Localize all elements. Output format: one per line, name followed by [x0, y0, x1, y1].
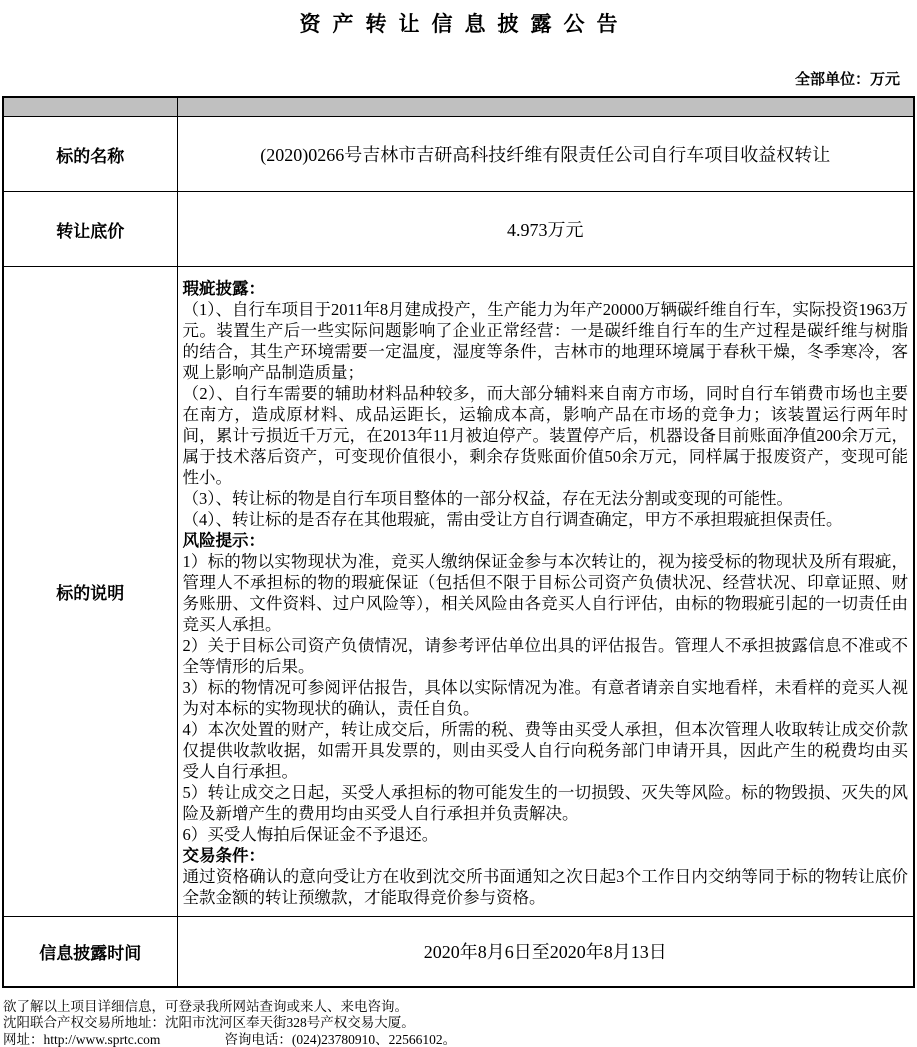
description-paragraph: 1）标的物以实物现状为准，竞买人缴纳保证金参与本次转让的，视为接受标的物现状及所有瑕疵，管理人不承担标的物的瑕疵保证（包括但不限于目标公司资产负债状况、经营状况、印章证照、财务账册、文件资料、过户风险等），相关风险由各竞买人自行评估，由标的物瑕疵引起的一切责任由竞买人承担。 — [182, 552, 908, 634]
description-section-heading: 风险提示： — [182, 531, 265, 550]
table-row-base-price — [3, 192, 914, 267]
footer-line-address: 沈阳联合产权交易所地址：沈阳市沈河区奉天街328号产权交易大厦。 — [3, 1015, 415, 1030]
footer — [3, 999, 917, 1047]
subject-description-cell — [177, 267, 914, 917]
description-section-heading: 交易条件： — [182, 846, 265, 865]
disclosure-period-value: 2020年8月6日至2020年8月13日 — [177, 917, 914, 987]
table-row-subject-description — [3, 267, 914, 917]
footer-line-contact — [3, 1032, 917, 1047]
row-label-subject-description: 标的说明 — [3, 267, 177, 917]
subject-name-value: (2020)0266号吉林市吉研高科技纤维有限责任公司自行车项目收益权转让 — [177, 117, 914, 192]
description-paragraph: （2）、自行车需要的辅助材料品种较多，而大部分辅料来自南方市场，同时自行车销费市场也主要在南方，造成原材料、成品运距长，运输成本高，影响产品在市场的竞争力；该装置运行两年时间，累计亏损近千万元，在2013年11月被迫停产。装置停产后，机器设备目前账面净值200余万元，属于技术落后资产，可变现价值很小，剩余存货账面价值50余万元，同样属于报废资产，变现可能性小。 — [182, 384, 908, 487]
description-paragraph: 通过资格确认的意向受让方在收到沈交所书面通知之次日起3个工作日内交纳等同于标的物转让底价全款金额的转让预缴款，才能取得竞价参与资格。 — [182, 867, 908, 907]
disclosure-table — [2, 96, 915, 988]
footer-line-info: 欲了解以上项目详细信息，可登录我所网站查询或来人、来电咨询。 — [3, 998, 408, 1014]
description-paragraph: 5）转让成交之日起，买受人承担标的物可能发生的一切损毁、灭失等风险。标的物毁损、灭失的风险及新增产生的费用均由买受人自行承担并负责解决。 — [182, 783, 908, 823]
description-paragraph: （4）、转让标的是否存在其他瑕疵，需由受让方自行调查确定，甲方不承担瑕疵担保责任。 — [182, 510, 843, 529]
description-paragraph: （1）、自行车项目于2011年8月建成投产，生产能力为年产20000万辆碳纤维自行车，实际投资1963万元。装置生产后一些实际问题影响了企业正常经营：一是碳纤维自行车的生产过程是碳纤维与树脂的结合，其生产环境需要一定温度，湿度等条件，吉林市的地理环境属于春秋干燥，冬季寒冷，客观上影响产品制造质量； — [182, 300, 908, 382]
table-header-row — [3, 97, 914, 117]
footer-phone: 咨询电话：(024)23780910、22566102。 — [224, 1031, 457, 1047]
base-price-value: 4.973万元 — [177, 192, 914, 267]
description-paragraph: 6）买受人悔拍后保证金不予退还。 — [182, 825, 439, 844]
subject-description — [178, 267, 914, 916]
page-title: 资产转让信息披露公告 — [299, 12, 630, 36]
description-paragraph: （3）、转让标的物是自行车项目整体的一部分权益，存在无法分割或变现的可能性。 — [182, 489, 793, 508]
footer-website: 网址：http://www.sprtc.com — [3, 1031, 161, 1047]
row-label-subject-name: 标的名称 — [3, 117, 177, 192]
header-cell-left — [3, 97, 177, 117]
description-paragraph: 2）关于目标公司资产负债情况，请参考评估单位出具的评估报告。管理人不承担披露信息不准或不全等情形的后果。 — [182, 636, 908, 676]
description-paragraph: 3）标的物情况可参阅评估报告，具体以实际情况为准。有意者请亲自实地看样，未看样的竞买人视为对本标的实物现状的确认，责任自负。 — [182, 678, 908, 718]
header-cell-right — [177, 97, 914, 117]
row-label-disclosure-period: 信息披露时间 — [3, 917, 177, 987]
row-label-base-price: 转让底价 — [3, 192, 177, 267]
description-paragraph: 4）本次处置的财产，转让成交后，所需的税、费等由买受人承担，但本次管理人收取转让成交价款仅提供收款收据，如需开具发票的，则由买受人自行向税务部门申请开具，因此产生的税费均由买受人自行承担。 — [182, 720, 908, 781]
description-section-heading: 瑕疵披露： — [182, 279, 265, 298]
table-row-disclosure-period — [3, 917, 914, 987]
table-row-subject-name — [3, 117, 914, 192]
unit-note: 全部单位：万元 — [794, 72, 900, 88]
